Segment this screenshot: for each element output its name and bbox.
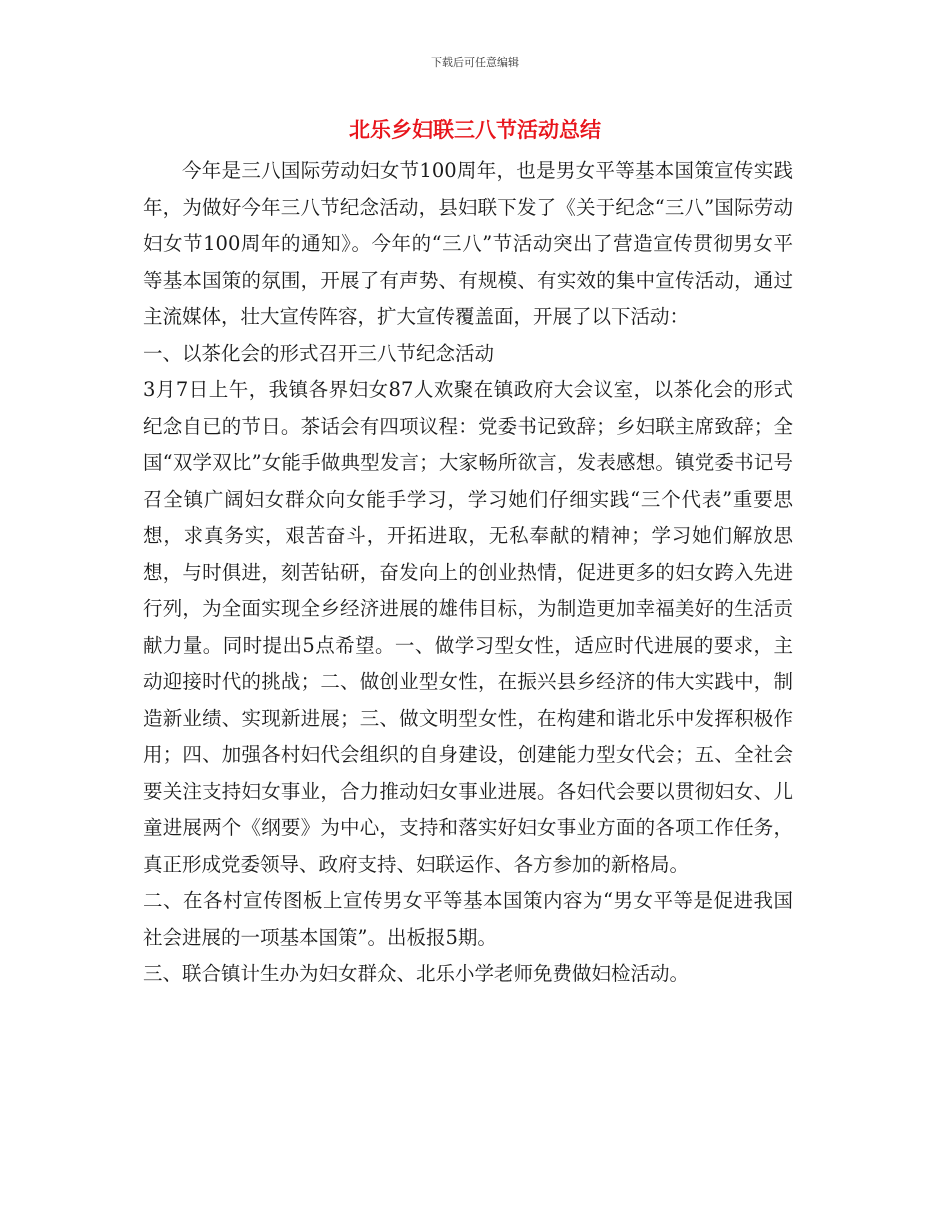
section-heading-1: 一、以茶化会的形式召开三八节纪念活动 — [143, 341, 495, 365]
document-body — [143, 153, 793, 993]
header-note: 下载后可任意编辑 — [431, 56, 519, 69]
paragraph-intro: 今年是三八国际劳动妇女节100周年，也是男女平等基本国策宣传实践年，为做好今年三八节纪念活动，县妇联下发了《关于纪念“三八”国际劳动妇女节100周年的通知》。今年的“三八”节活动突出了营造宣传贯彻男女平等基本国策的氛围，开展了有声势、有规模、有实效的集中宣传活动，通过主流媒体，壮大宣传阵容，扩大宣传覆盖面，开展了以下活动： — [143, 159, 793, 328]
paragraph-section-1: 3月7日上午，我镇各界妇女87人欢聚在镇政府大会议室，以茶化会的形式纪念自已的节日。茶话会有四项议程：党委书记致辞；乡妇联主席致辞；全国“双学双比”女能手做典型发言；大家畅所欲言，发表感想。镇党委书记号召全镇广阔妇女群众向女能手学习，学习她们仔细实践“三个代表”重要思想，求真务实，艰苦奋斗，开拓进取，无私奉献的精神；学习她们解放思想，与时俱进，刻苦钻研，奋发向上的创业热情，促进更多的妇女跨入先进行列，为全面实现全乡经济进展的雄伟目标，为制造更加幸福美好的生活贡献力量。同时提出5点希望。一、做学习型女性，适应时代进展的要求，主动迎接时代的挑战；二、做创业型女性，在振兴县乡经济的伟大实践中，制造新业绩、实现新进展；三、做文明型女性，在构建和谐北乐中发挥积极作用；四、加强各村妇代会组织的自身建设，创建能力型女代会；五、全社会要关注支持妇女事业，合力推动妇女事业进展。各妇代会要以贯彻妇女、儿童进展两个《纲要》为中心，支持和落实好妇女事业方面的各项工作任务，真正形成党委领导、政府支持、妇联运作、各方参加的新格局。 — [143, 378, 793, 876]
section-heading-3: 三、联合镇计生办为妇女群众、北乐小学老师免费做妇检活动。 — [143, 962, 690, 985]
section-heading-2: 二、在各村宣传图板上宣传男女平等基本国策内容为“男女平等是促进我国社会进展的一项基本国策”。出板报5期。 — [143, 889, 793, 949]
document-title: 北乐乡妇联三八节活动总结 — [349, 117, 601, 142]
